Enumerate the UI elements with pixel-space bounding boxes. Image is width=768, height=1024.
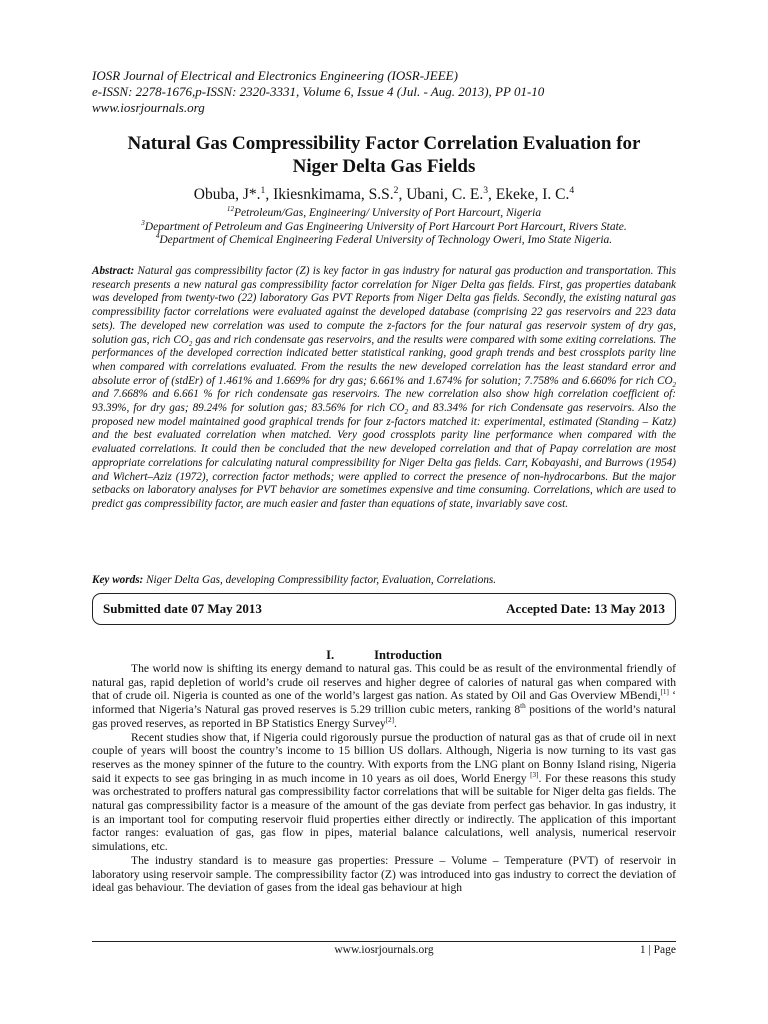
- body-text: [92, 662, 676, 895]
- superscript: [3]: [530, 770, 539, 779]
- author-affiliation-mark: 3: [483, 184, 489, 196]
- dates-box: [92, 593, 676, 625]
- abstract-label: Abstract:: [92, 265, 135, 277]
- superscript: [2]: [385, 715, 395, 724]
- body-paragraph: The world now is shifting its energy demand to natural gas. This could be as result of the environmental friendly of natural gas, rapid depletion of world’s crude oil reserves and higher degree of calories of natural gas when compared with that of crude oil. Nigeria is counted as one of the world’s largest gas nation. As stated by Oil and Gas Overview MBendi,[1] ‘ informed that Nigeria’s Natural gas proved reserves is 5.29 trillion cubic meters, ranking 8th positions of the world’s natural gas proved reserves, as reported in BP Statistics Energy Survey[2].: [92, 662, 676, 730]
- footer-url: www.iosrjournals.org: [334, 944, 434, 956]
- superscript: th: [520, 702, 526, 711]
- section-title: Introduction: [374, 648, 442, 662]
- affiliation-text: Department of Chemical Engineering Federal University of Technology Oweri, Imo State Nigeria.: [159, 234, 613, 246]
- subscript: 2: [404, 408, 409, 417]
- affiliation-text: Petroleum/Gas, Engineering/ University of Port Harcourt, Nigeria: [234, 207, 542, 219]
- title-line-2: Niger Delta Gas Fields: [292, 156, 476, 177]
- affiliation-mark: 3: [141, 218, 145, 227]
- title-line-1: Natural Gas Compressibility Factor Correlation Evaluation for: [127, 133, 641, 154]
- subscript: 2: [672, 380, 676, 389]
- keywords-text: Niger Delta Gas, developing Compressibility factor, Evaluation, Correlations.: [143, 574, 497, 586]
- affiliations: [60, 207, 708, 248]
- section-number: I.: [326, 648, 335, 662]
- affiliation-line: [60, 207, 708, 221]
- author-name: Obuba, J*.: [193, 186, 261, 203]
- subscript: 2: [188, 339, 193, 348]
- abstract: [92, 265, 676, 512]
- affiliation-line: [60, 234, 708, 248]
- paper-title: [60, 132, 708, 178]
- body-paragraph: The industry standard is to measure gas properties: Pressure – Volume – Temperature (PVT) of reservoir in laboratory using reservoir sample. The compressibility factor (Z) was introduced into gas industry to correct the deviation of ideal gas behaviour. The deviation of gases from the ideal gas behaviour at high: [92, 853, 676, 895]
- journal-name: IOSR Journal of Electrical and Electronics Engineering (IOSR-JEEE): [92, 68, 458, 83]
- accepted-date: Accepted Date: 13 May 2013: [506, 601, 665, 616]
- journal-website: www.iosrjournals.org: [92, 100, 205, 115]
- affiliation-mark: 12: [226, 205, 235, 214]
- page-number: 1 | Page: [639, 944, 676, 956]
- section-heading: [92, 648, 676, 663]
- affiliation-mark: 4: [155, 232, 160, 241]
- affiliation-text: Department of Petroleum and Gas Engineering University of Port Harcourt Port Harcourt, Rivers State.: [144, 220, 627, 233]
- author-affiliation-mark: 2: [393, 184, 399, 196]
- author-list: Obuba, J*.$^1$, Ikiesnkimama, S.S.$^2$, Ubani, C. E.$^3$, Ekeke, I. C.$^4$: [193, 184, 575, 203]
- author-name: Ikiesnkimama, S.S.: [273, 186, 394, 203]
- body-paragraph: Recent studies show that, if Nigeria could rigorously pursue the production of natural gas as that of crude oil in next couple of years will boost the country’s income to 15 billion US dollars. Although, Nigeria is now turning to its vast gas reserves as the money spinner of the future to the country. With exports from the LNG plant on Bonny Island rising, Nigeria said it expects to see gas bringing in as much income in 10 years as oil does, World Energy [3]. For these reasons this study was orchestrated to proffers natural gas compressibility factor correlations that will be suitable for Niger delta gas fields. The natural gas compressibility factor is a measure of the amount of the gas deviate from perfect gas behavior. In gas industry, it is an important tool for computing reservoir fluid properties either directly or indirectly. The application of this important factor ranges: evaluation of gas, gas flow in pipes, material balance calculations, well analysis, numerical reservoir simulations, etc.: [92, 730, 676, 854]
- journal-header: [92, 68, 692, 116]
- author-name: Ekeke, I. C.: [495, 186, 570, 203]
- superscript: [1]: [660, 688, 669, 697]
- keywords: [92, 574, 676, 588]
- footer-rule: [92, 941, 676, 942]
- author-name: Ubani, C. E.: [406, 186, 484, 203]
- submitted-date: Submitted date 07 May 2013: [103, 601, 262, 616]
- abstract-text: Natural gas compressibility factor (Z) is key factor in gas industry for natural gas production and transportation. This research presents a new natural gas compressibility factor correlation for Niger Delta gas fields. First, gas properties databank was developed from twenty-two (22) laboratory Gas PVT Reports from Niger Delta gas fields. Secondly, the existing natural gas compressibility factor correlations were evaluated against the developed database (comprising 22 gas reservoirs and 223 data sets). The developed new correlation was used to compute the z-factors for the four natural gas reservoir system of dry gas, solution gas, rich $CO_2$ gas and rich condensate gas reservoirs, and the results were compared with some exiting correlations. The performances of the developed correction indicated better statistical ranking, good graph trends and best crossplots parity line when compared with correlations evaluated. From the results the new developed correlation has the least standard error and absolute error of (stdEr) of 1.461% and 1.669% for dry gas; 6.661% and 1.674% for solution; 7.758% and 6.660% for rich $CO_2$ and 7.668% and 6.661 % for rich condensate gas reservoirs. The new correlation also show high correlation coefficient of: 93.39%, for dry gas; 89.24% for solution gas; 83.56% for rich $CO_2$ and 83.34% for rich Condensate gas reservoirs. Also the proposed new model maintained good graphical trends for four z-factors matched it: experimental, estimated (Standing – Katz) and the best evaluated correlation when matched. Very good crossplots parity line performance when compared with the evaluated correlations. It could then be concluded that the new developed correlation and that of Papay correlation are most appropriate correlations for calculating natural compressibility for Niger Delta gas fields. Carr, Kobayashi, and Burrows (1954) and Wichert–Aziz (1972), correction factor methods; were applied to correct the presence of non-hydrocarbons. But the major setbacks on laboratory analyses for PVT behavior are sometimes expensive and time consuming. Correlations, which are used to predict gas compressibility factor, are much easier and faster than equations of state, invariably save cost.: [92, 265, 677, 510]
- author-affiliation-mark: 4: [569, 184, 575, 196]
- keywords-label: Key words:: [92, 574, 144, 586]
- author-affiliation-mark: 1: [260, 184, 266, 196]
- journal-issn: e-ISSN: 2278-1676,p-ISSN: 2320-3331, Volume 6, Issue 4 (Jul. - Aug. 2013), PP 01-10: [92, 84, 545, 99]
